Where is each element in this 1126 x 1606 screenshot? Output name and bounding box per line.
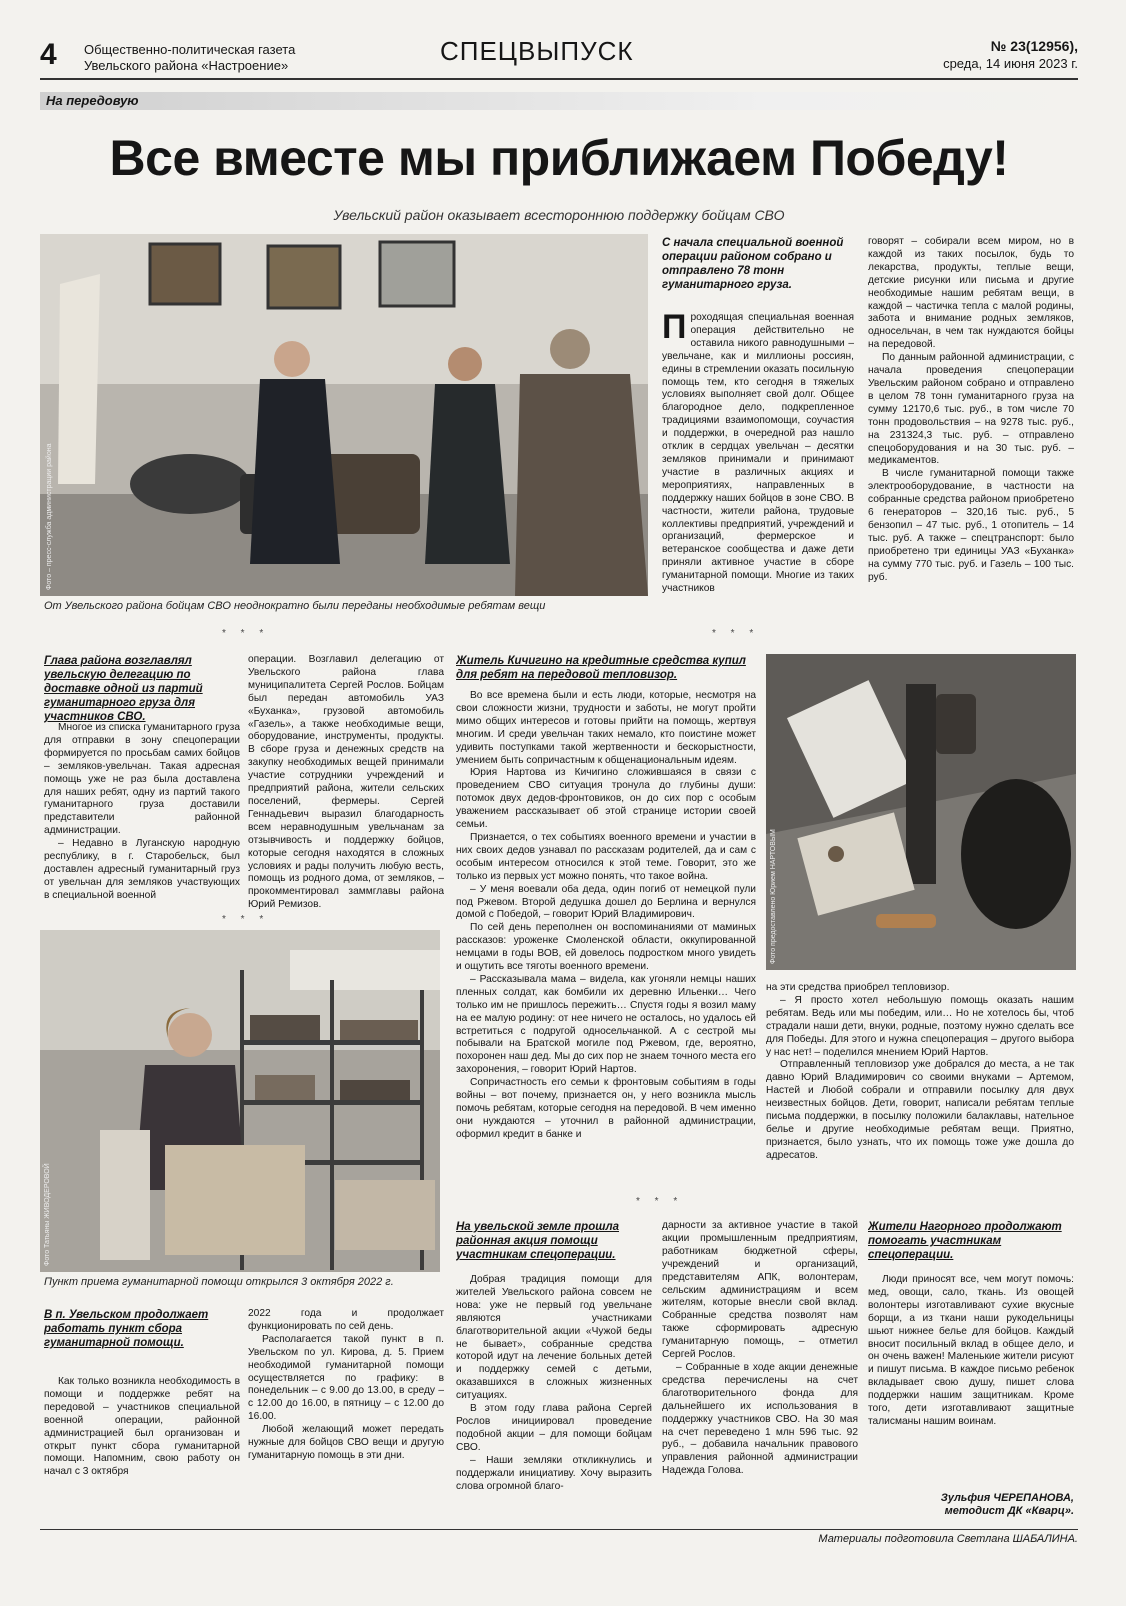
article6-column [868, 1274, 1074, 1450]
issue-number: № 23(12956), [990, 38, 1078, 54]
article5-lead: На увельской земле прошла районная акция помощи участникам спецоперации. [456, 1221, 619, 1261]
section-title: СПЕЦВЫПУСК [440, 36, 634, 66]
issue-info [943, 38, 1078, 72]
separator-stars: * * * [222, 628, 270, 639]
article3-lead: Житель Кичигино на кредитные средства купил для ребят на передовой тепловизор. [456, 655, 746, 681]
article3-text10: Отправленный тепловизор уже добрался до места, а не так давно Юрий Владимирович со своими внуками – Артемом, Настей и Любой собрали и отправили посылку для двух неизвестных бойцов. Дети, говорит, написали ребятам теплые письма поддержки, в посылку положили балаклавы, нательное белье и другие необходимые ребятам вещи. Приятно, признается, было узнать, что их помощь тоже уже дошла до адресатов. [766, 1059, 1074, 1161]
article6-lead: Жители Нагорного продолжают помогать участникам спецоперации. [868, 1221, 1062, 1261]
article5-text1: Добрая традиция помощи для жителей Увельского района совсем не нова: уже не первый год увельчане являются участниками благотворительной акции «Чужой беды не бывает», собранные средства которой идут на лечение больных детей и поддержку семей с детьми, оказавшихся в сложных жизненных ситуациях. [456, 1274, 652, 1402]
article3-text4: – У меня воевали оба деда, один погиб от немецкой пули под Ржевом. Второй дедушка дошел до Берлина и вернулся домой с Победой, – говорит Юрий Владимирович. [456, 883, 756, 921]
article4-text4: Любой желающий может передать нужные для бойцов СВО вещи и другую гуманитарную помощь в эти дни. [248, 1424, 444, 1461]
headline: Все вместе мы приближаем Победу! [109, 130, 1009, 186]
signature-role: методист ДК «Кварц». [944, 1505, 1074, 1517]
photo3-caption: Пункт приема гуманитарной помощи открылся 3 октября 2022 г. [44, 1276, 394, 1288]
article5-column2 [662, 1220, 858, 1504]
article3-text9: – Я просто хотел небольшую помощь оказать нашим ребятам. Ведь или мы победим, или… Но не хотелось бы, чтоб страдали наши дети, внуки, родные, поэтому нужно сделать все для Победы. Для этого и нужна спецоперация – другого выбора у нас нет! – поделился мнением Юрий Нартов. [766, 994, 1074, 1058]
signature-name: Зульфия ЧЕРЕПАНОВА, [940, 1492, 1074, 1504]
article1-column2 [868, 236, 1074, 616]
article6-text1: Люди приносят все, чем могут помочь: мед, овощи, сало, ткань. Из овощей волонтеры изготавливают сухие вкусные борщи, а из ткани наши рукодельницы шьют нижнее белье для бойцов. Каждый вносит посильный вклад в общее дело, и он очень важен! Маленькие жители рисуют и пишут письма. В каждое письмо ребенок вкладывает свою душу, пишет слова поддержки нашим защитникам. Кроме того, дети изготавливают защитные талисманы нашим воинам. [868, 1274, 1074, 1427]
photo3-credit: Фото Татьяны ЖИВОДЕРОВОЙ [44, 1163, 51, 1266]
photo-thermal-imager [766, 654, 1076, 970]
article1-text3: По данным районной администрации, с начала проведения спецоперации Увельским районом собрано и отправлено в целом 78 тонн гуманитарного груза на сумму 12170,6 тыс. руб., в том числе 70 тонн продовольствия – на 9278 тыс. руб., на 231324,3 тыс. руб. – отправлено спецоборудования и на 30 тыс. руб. – медикаментов. [868, 352, 1074, 467]
article3-text2: Юрия Нартова из Кичигино сложившаяся в связи с проведением СВО ситуация тронула до глубины души: потомок двух дедов-фронтовиков, он до сих пор с особым уважением рассказывает об этой странице истории своей семьи. [456, 767, 756, 831]
article5-text2: В этом году глава района Сергей Рослов инициировал проведение подобной акции – для помощи бойцам СВО. [456, 1403, 652, 1453]
article4-text3: Располагается такой пункт в п. Увельском по ул. Кирова, д. 5. Прием необходимой гуманитарной помощи осуществляется по графику: в понедельник – с 9.00 до 13.00, в среду – с 12.00 до 16.00, в пятницу – с 12.00 до 16.00. [248, 1333, 444, 1423]
article5-column1 [456, 1274, 652, 1504]
photo-thermal-imager-image [766, 654, 1076, 970]
article2-column2 [248, 654, 444, 912]
separator-stars: * * * [636, 1196, 684, 1207]
photo1-credit: Фото – пресс-служба администрации района [46, 443, 53, 590]
issue-date: среда, 14 июня 2023 г. [943, 56, 1078, 71]
article3-column1 [456, 690, 756, 1194]
article2-text3: операции. Возглавил делегацию от Увельского района глава муниципалитета Сергей Рослов. Бойцам был передан автомобиль УАЗ «Буханка», грузовой автомобиль «Газель», а также необходимые вещи, оборудование, инструменты, продукты. В сборе груза и денежных средств на закупку необходимых вещей принимали участие сотрудники учреждений и предприятий района, жители сельских поселений, фермеры. Сергей Геннадьевич выразил благодарность всем неравнодушным увельчанам за отзывчивость и поддержку бойцов, которые сегодня находятся в сложных условиях и рады получить любую весть, помощь из родного дома, от земляков, – прокомментировал заммглавы района Юрий Ремизов. [248, 654, 444, 911]
footer-credit: Материалы подготовила Светлана ШАБАЛИНА. [818, 1533, 1078, 1545]
article5-text3: – Наши земляки откликнулись и поддержали инициативу. Хочу выразить слова огромной благо- [456, 1454, 652, 1492]
article1-column1 [662, 312, 854, 616]
photo1-caption: От Увельского района бойцам СВО неоднократно были переданы необходимые ребятам вещи [44, 600, 546, 612]
article2-text2: – Недавно в Луганскую народную республику, в г. Старобельск, был доставлен адресный гуманитарный груз от увельчан для земляков участвующих в специальной военной [44, 838, 240, 901]
article5-text5: – Собранные в ходе акции денежные средства перечислены на счет благотворительного фонда для дальнейшего их использования в поддержку участников СВО. На 30 мая на счет переведено 1 млн 596 тыс. 92 руб., – добавила начальник правового управления районной администрации Надежда Голова. [662, 1361, 858, 1477]
article4-column2 [248, 1308, 444, 1504]
photo2-credit: Фото предоставлено Юрием НАРТОВЫМ [770, 829, 777, 964]
separator-stars: * * * [222, 914, 270, 925]
article2-column1 [44, 722, 240, 912]
article1-text4: В числе гуманитарной помощи также электрооборудование, в частности на собранные средства районом приобретено 6 генераторов – 320,16 тыс. руб., 5 бензопил – 47 тыс. руб., 1 отопитель – 14 тыс. руб. А также – спецтранспорт: было приобретено три единицы УАЗ «Буханка» на сумму 770 тыс. руб. и Газель – 100 тыс. руб. [868, 468, 1074, 583]
masthead [84, 42, 295, 74]
article6-signature [868, 1492, 1074, 1518]
article3-text6: – Рассказывала мама – видела, как угоняли немцы наших пленных солдат, как бомбили их деревню Ильенки… Чего только им не пришлось пережить… Спустя годы я возил маму на ее малую родину: от нее ничего не осталось, но удалось ей встретиться с подругой односельчанкой. А с сестрой мы побывали на Братской могиле под Ржевом, где, вероятно, похоронен наш дед. Мы до сих пор не знаем точного места его захоронения, – говорит Юрий Нартов. [456, 973, 756, 1076]
article3-text3: Признается, о тех событиях военного времени и участии в них своих дедов узнавал по рассказам родителей, да и сам с особым интересом относился к этой теме. Говорит, это же только из первых уст можно понять, что такое война. [456, 831, 756, 882]
masthead-line1: Общественно-политическая газета [84, 42, 296, 57]
separator-stars: * * * [712, 628, 760, 639]
header-rule [40, 78, 1078, 80]
rubric: На передовую [46, 93, 139, 108]
footer-rule [40, 1529, 1078, 1530]
rubric-bar [40, 92, 1078, 110]
article1-text2: говорят – собирали всем миром, но в каждой из таких посылок, будь то лекарства, продукты, теплые вещи, детские рисунки или письма и другие необходимые нашим ребятам вещи, в каждой – частичка тепла с малой родины, забота и внимание родных земляков, односельчан, в чем так нуждаются бойцы на передовой. [868, 236, 1074, 351]
article4-lead: В п. Увельском продолжает работать пункт сбора гуманитарной помощи. [44, 1309, 209, 1349]
article4-text1: Как только возникла необходимость в помощи и поддержке ребят на передовой – участников специальной военной операции, районной администрацией был организован и открыт пункт сбора гуманитарной помощи. Напомним, свою работу он начал с 3 октября [44, 1376, 240, 1478]
article4-column1 [44, 1376, 240, 1504]
photo-delegation-image [40, 234, 648, 596]
subheadline: Увельский район оказывает всестороннюю поддержку бойцам СВО [333, 207, 785, 223]
masthead-line2: Увельского района «Настроение» [84, 58, 289, 73]
article2-lead: Глава района возглавлял увельскую делегацию по доставке одной из партий гуманитарного груза для участников СВО. [44, 655, 203, 723]
article1-text1: роходящая специальная военная операция действительно не оставила никого равнодушными – увельчане, как и миллионы россиян, едины в стремлении оказать посильную помощь тем, кто сегодня в тяжелых условиях выполняет свой долг. Общее благородное дело, подкрепленное традициями взаимопомощи, соучастия и поддержки, в очередной раз нашло отклик в сердцах увельчан – десятки земляков принимали и принимают участие в различных акциях и мероприятиях, направленных в поддержку наших бойцов в зоне СВО. В частности, жители района, трудовые коллективы предприятий, учреждений и организаций, фермерское и ветеранское сообщества и даже дети приняли активное участие в сборе гуманитарной помощи. Многие из таких участников [662, 312, 854, 595]
photo-collection-point [40, 930, 440, 1272]
page-number: 4 [40, 38, 57, 71]
photo-collection-point-image [40, 930, 440, 1272]
article3-text5: По сей день переполнен он воспоминаниями от маминых рассказов: уроженке Смоленской области, оккупированной немцами в годы ВОВ, ей довелось подростком много увидеть и ощутить все тяготы военного времени. [456, 922, 756, 973]
article3-text8: на эти средства приобрел тепловизор. [766, 982, 950, 993]
article1-lead: С начала специальной военной операции районом собрано и отправлено 78 тонн гуманитарного груза. [662, 237, 844, 291]
article3-text1: Во все времена были и есть люди, которые, несмотря на свои сложности жизни, трудности и заботы, не могут пройти мимо общих интересов и готовы прийти на помощь, жертвуя многим. И среди увельчан таких немало, кто поистине может удивить поступками такой жертвенности и бескорыстности, умением быть сопричастным к общенациональным идеям. [456, 690, 756, 766]
article1-dropcap: П [662, 312, 687, 346]
article4-text2: 2022 года и продолжает функционировать по сей день. [248, 1308, 444, 1332]
article2-text1: Многое из списка гуманитарного груза для отправки в зону спецоперации формируется по просьбам самих бойцов – земляков-увельчан. Такая адресная помощь уже не раз была доставлена для наших ребят, одну из партий такого гуманитарного груза доставили представители районной администрации. [44, 722, 240, 837]
photo-delegation [40, 234, 648, 596]
article5-text4: дарности за активное участие в такой акции промышленным предприятиям, работникам бюджетной сферы, учреждений и организаций, представителям АПК, волонтерам, сельским администрациям и всем жителям, которые внесли свой вклад. Собранные средства позволят нам также сформировать адресную гуманитарную помощь, – отметил Сергей Рослов. [662, 1220, 858, 1361]
article3-text7: Сопричастность его семьи к фронтовым событиям в годы войны – вот почему, признается он, у него возникла мысль помочь ребятам, которые сегодня на передовой. В чем именно они нуждаются – уточнил в районной администрации, оформил кредит в банке и [456, 1077, 756, 1140]
article3-column2 [766, 982, 1074, 1182]
